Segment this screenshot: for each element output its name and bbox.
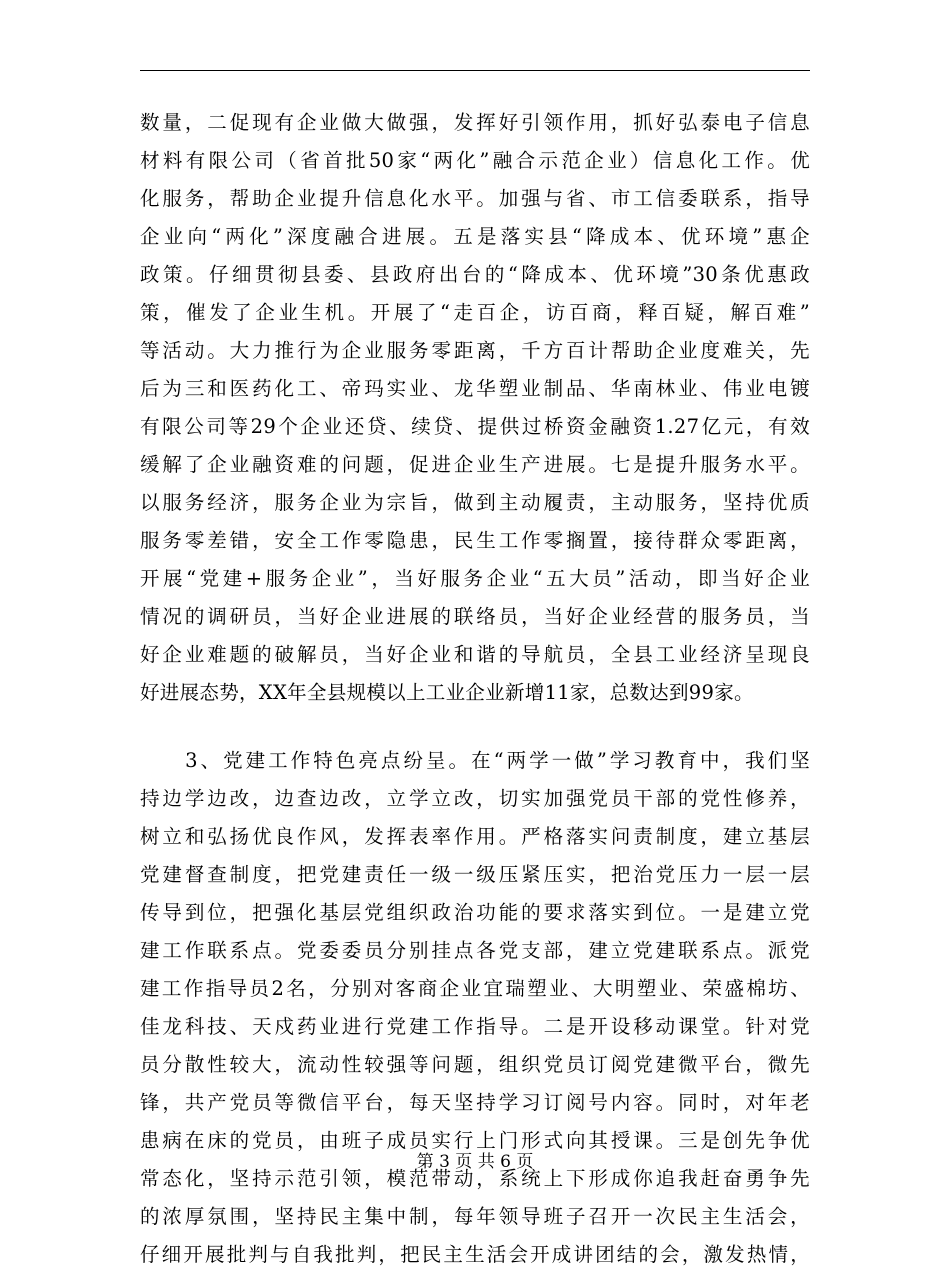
text-line: 服务零差错，安全工作零隐患，民生工作零搁置，接待群众零距离，	[140, 529, 810, 552]
text-line: 材料有限公司（省首批50家“两化”融合示范企业）信息化工作。优	[140, 149, 810, 172]
text-line: 3、党建工作特色亮点纷呈。在“两学一做”学习教育中，我们坚	[140, 749, 810, 772]
document-body	[140, 104, 810, 1274]
text-line: 患病在床的党员，由班子成员实行上门形式向其授课。三是创先争优	[140, 1129, 810, 1152]
text-line: 开展“党建+服务企业”，当好服务企业“五大员”活动，即当好企业	[140, 567, 810, 590]
text-line: 佳龙科技、天戍药业进行党建工作指导。二是开设移动课堂。针对党	[140, 1015, 810, 1038]
paragraph-1	[140, 104, 810, 712]
text-line: 情况的调研员，当好企业进展的联络员，当好企业经营的服务员，当	[140, 605, 810, 628]
text-line: 等活动。大力推行为企业服务零距离，千方百计帮助企业度难关，先	[140, 339, 810, 362]
text-line: 传导到位，把强化基层党组织政治功能的要求落实到位。一是建立党	[140, 901, 810, 924]
text-line: 好企业难题的破解员，当好企业和谐的导航员，全县工业经济呈现良	[140, 643, 810, 666]
text-line: 建工作联系点。党委委员分别挂点各党支部，建立党建联系点。派党	[140, 939, 810, 962]
text-line: 锋，共产党员等微信平台，每天坚持学习订阅号内容。同时，对年老	[140, 1091, 810, 1114]
text-line: 企业向“两化”深度融合进展。五是落实县“降成本、优环境”惠企	[140, 225, 810, 248]
paragraph-gap	[140, 712, 810, 742]
text-line: 好进展态势，XX年全县规模以上工业企业新增11家，总数达到99家。	[140, 681, 754, 704]
header-rule	[140, 70, 810, 71]
text-line: 有限公司等29个企业还贷、续贷、提供过桥资金融资1.27亿元，有效	[140, 415, 810, 438]
text-line: 策，催发了企业生机。开展了“走百企，访百商，释百疑，解百难”	[140, 301, 810, 324]
text-line: 政策。仔细贯彻县委、县政府出台的“降成本、优环境”30条优惠政	[140, 263, 810, 286]
text-line: 缓解了企业融资难的问题，促进企业生产进展。七是提升服务水平。	[140, 453, 810, 476]
text-line: 持边学边改，边查边改，立学立改，切实加强党员干部的党性修养，	[140, 787, 810, 810]
text-line: 党建督查制度，把党建责任一级一级压紧压实，把治党压力一层一层	[140, 863, 810, 886]
text-line: 树立和弘扬优良作风，发挥表率作用。严格落实问责制度，建立基层	[140, 825, 810, 848]
text-line: 常态化，坚持示范引领，模范带动，系统上下形成你追我赶奋勇争先	[140, 1167, 810, 1190]
text-line: 化服务，帮助企业提升信息化水平。加强与省、市工信委联系，指导	[140, 187, 810, 210]
text-line: 数量，二促现有企业做大做强，发挥好引领作用，抓好弘泰电子信息	[140, 111, 810, 134]
text-line: 员分散性较大，流动性较强等问题，组织党员订阅党建微平台，微先	[140, 1053, 810, 1076]
text-line: 的浓厚氛围，坚持民主集中制，每年领导班子召开一次民主生活会，	[140, 1205, 810, 1228]
text-line: 以服务经济，服务企业为宗旨，做到主动履责，主动服务，坚持优质	[140, 491, 810, 514]
text-line: 后为三和医药化工、帝玛实业、龙华塑业制品、华南林业、伟业电镀	[140, 377, 810, 400]
paragraph-2	[140, 742, 810, 1274]
text-line: 建工作指导员2名，分别对客商企业宜瑞塑业、大明塑业、荣盛棉坊、	[140, 977, 810, 1000]
page-number-footer: 第 3 页 共 6 页	[416, 1152, 534, 1172]
text-line: 仔细开展批判与自我批判，把民主生活会开成讲团结的会，激发热情，	[140, 1243, 810, 1266]
